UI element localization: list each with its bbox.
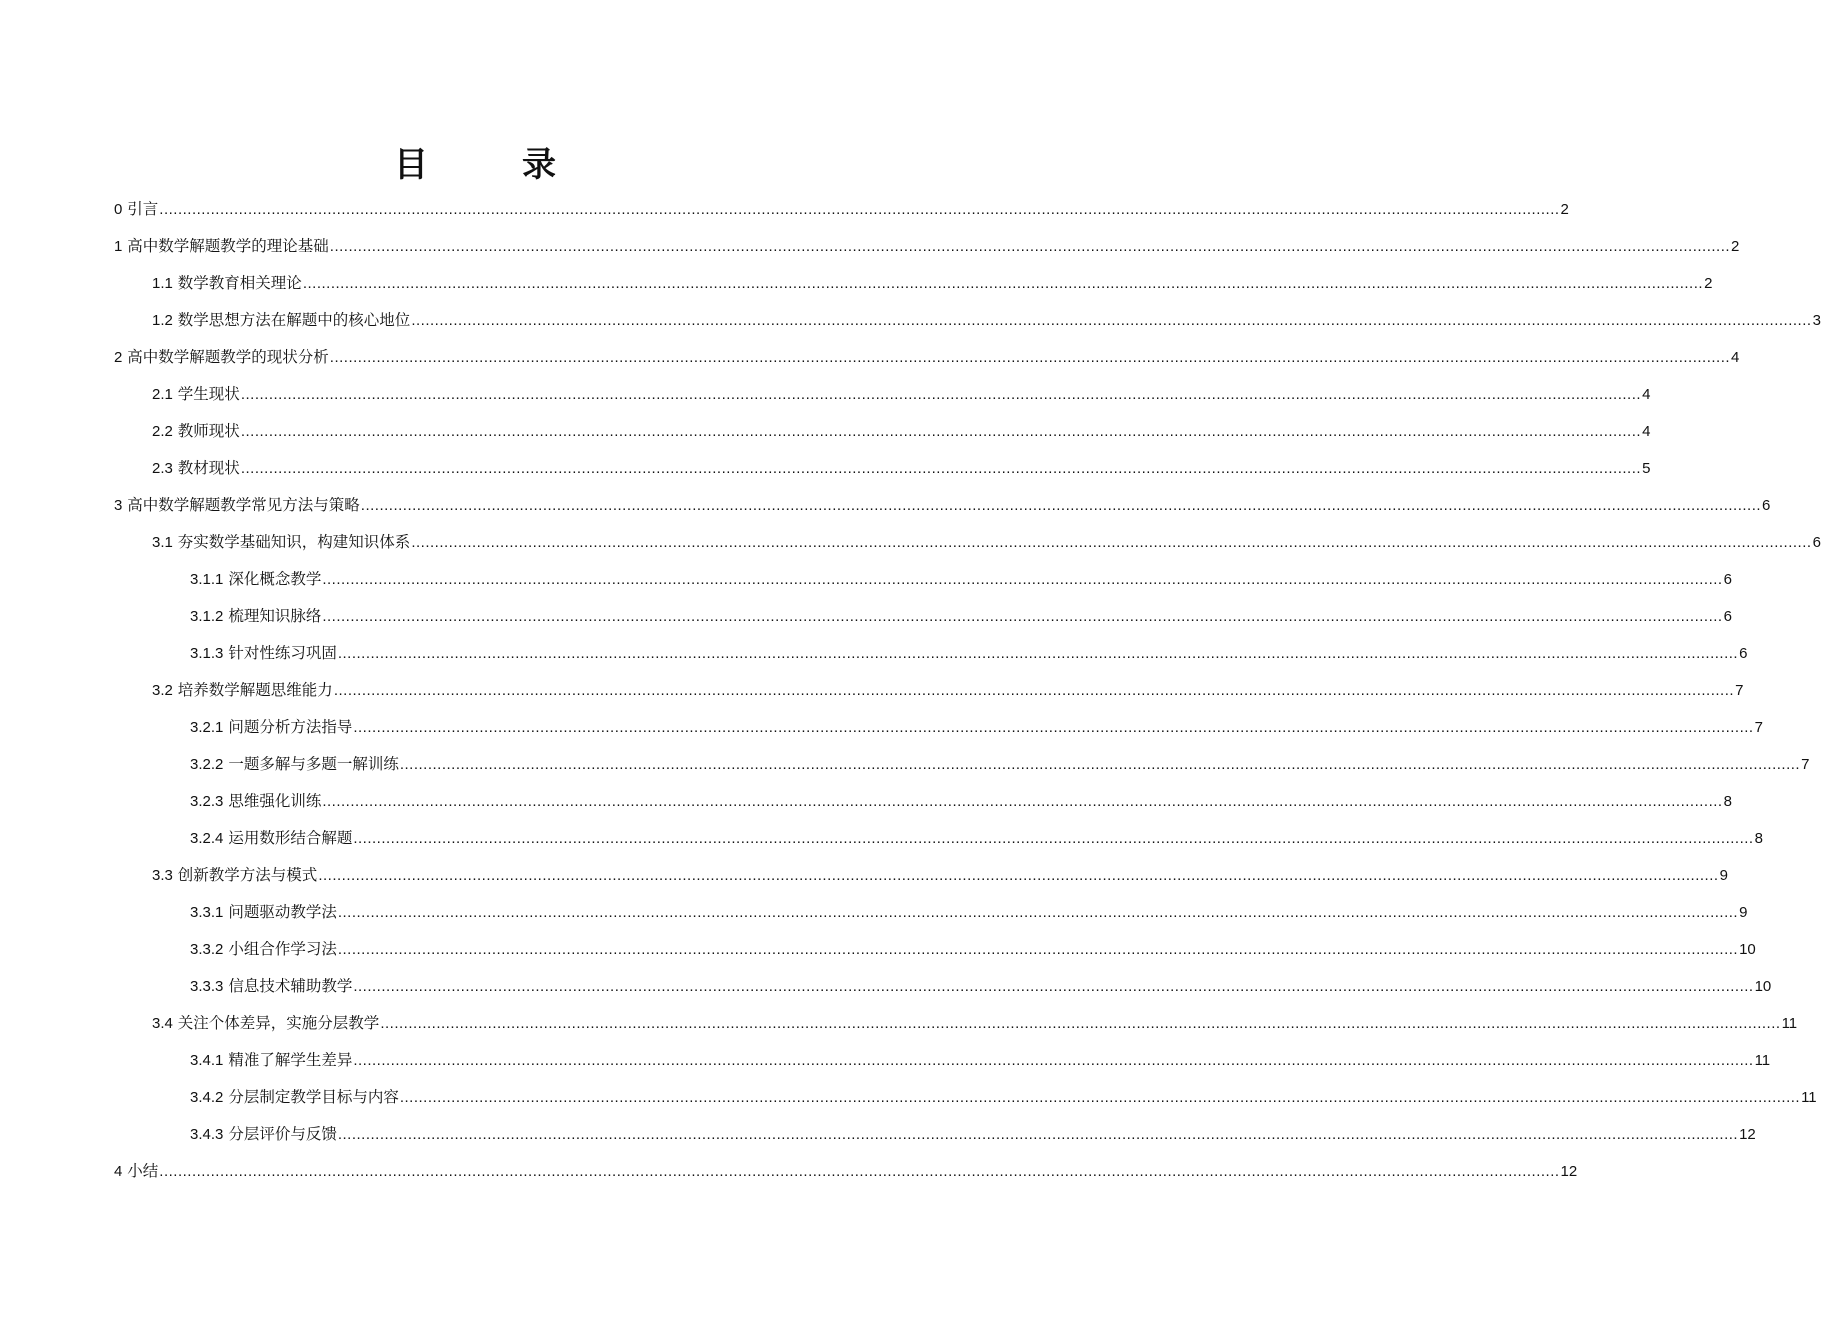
toc-entry-title: 创新教学方法与模式 xyxy=(177,866,318,884)
toc-entry[interactable] xyxy=(114,737,1810,774)
toc-entry-page: 11 xyxy=(1754,1052,1771,1069)
toc-entry-title: 夯实数学基础知识，构建知识体系 xyxy=(177,533,411,551)
toc-entry-label xyxy=(114,348,329,367)
toc-entry[interactable] xyxy=(114,774,1732,811)
toc-entry-title: 关注个体差异，实施分层教学 xyxy=(177,1014,380,1032)
toc-entry[interactable] xyxy=(114,626,1748,663)
toc-entry-page: 11 xyxy=(1801,1089,1817,1106)
toc-entry-number: 2 xyxy=(114,349,123,366)
toc-leader-dots: ............................................................................................................................................................................................................................................................................................................ xyxy=(318,867,1719,884)
toc-entry-label xyxy=(152,385,240,404)
toc-entry-number: 1.1 xyxy=(152,275,173,292)
toc-entry-title: 信息技术辅助教学 xyxy=(228,977,353,995)
toc-entry-number: 1.2 xyxy=(152,312,173,329)
toc-entry[interactable] xyxy=(114,330,1740,367)
toc-entry-title: 分层制定教学目标与内容 xyxy=(228,1088,399,1106)
toc-entry-page: 6 xyxy=(1812,534,1821,551)
toc-entry-page: 9 xyxy=(1739,904,1748,921)
toc-entry-page: 8 xyxy=(1754,830,1763,847)
toc-entry-number: 4 xyxy=(114,1163,123,1180)
toc-leader-dots: ............................................................................................................................................................................................................................................................................................................ xyxy=(240,423,1642,440)
toc-entry-label xyxy=(152,866,317,885)
toc-entry-page: 8 xyxy=(1723,793,1732,810)
toc-leader-dots: ............................................................................................................................................................................................................................................................................................................ xyxy=(329,238,1731,255)
toc-entry[interactable] xyxy=(114,552,1732,589)
toc-leader-dots: ............................................................................................................................................................................................................................................................................................................ xyxy=(411,534,1812,551)
toc-entry-number: 3.4.1 xyxy=(190,1052,224,1069)
toc-entry[interactable] xyxy=(114,959,1772,996)
toc-entry-label xyxy=(152,681,333,700)
toc-leader-dots: ............................................................................................................................................................................................................................................................................................................ xyxy=(380,1015,1781,1032)
toc-leader-dots: ............................................................................................................................................................................................................................................................................................................ xyxy=(353,719,1754,736)
toc-entry-number: 0 xyxy=(114,201,123,218)
toc-entry-title: 一题多解与多题一解训练 xyxy=(228,755,399,773)
toc-entry-number: 3.4 xyxy=(152,1015,173,1032)
toc-entry-number: 3.2.3 xyxy=(190,793,224,810)
toc-entry[interactable] xyxy=(114,848,1728,885)
toc-entry-number: 3.3.3 xyxy=(190,978,224,995)
toc-entry-page: 6 xyxy=(1762,497,1771,514)
toc-entry-title: 分层评价与反馈 xyxy=(228,1125,337,1143)
toc-entry-number: 3.4.2 xyxy=(190,1089,224,1106)
toc-title: 目 录 xyxy=(394,145,586,185)
toc-leader-dots: ............................................................................................................................................................................................................................................................................................................ xyxy=(353,1052,1754,1069)
toc-entry-page: 5 xyxy=(1642,460,1651,477)
toc-entry-page: 4 xyxy=(1642,423,1651,440)
toc-entry-label xyxy=(190,1051,352,1070)
toc-entry-title: 针对性练习巩固 xyxy=(228,644,337,662)
toc-entry-number: 3.2.4 xyxy=(190,830,224,847)
toc-entry-title: 引言 xyxy=(127,200,159,218)
toc-entry-label xyxy=(190,977,352,996)
toc-leader-dots: ............................................................................................................................................................................................................................................................................................................ xyxy=(353,978,1754,995)
toc-leader-dots: ............................................................................................................................................................................................................................................................................................................ xyxy=(322,793,1723,810)
toc-entry[interactable] xyxy=(114,996,1798,1033)
toc-entry-title: 小组合作学习法 xyxy=(228,940,337,958)
toc-entry[interactable] xyxy=(114,515,1821,552)
toc-leader-dots: ............................................................................................................................................................................................................................................................................................................ xyxy=(329,349,1731,366)
toc-entry-number: 3.3.2 xyxy=(190,941,224,958)
toc-entry-page: 7 xyxy=(1801,756,1810,773)
toc-entry-page: 6 xyxy=(1723,608,1732,625)
toc-leader-dots: ............................................................................................................................................................................................................................................................................................................ xyxy=(353,830,1754,847)
toc-entry-number: 3.2.1 xyxy=(190,719,224,736)
toc-leader-dots: ............................................................................................................................................................................................................................................................................................................ xyxy=(333,682,1735,699)
toc-entry[interactable] xyxy=(114,1070,1817,1107)
toc-entry-page: 2 xyxy=(1731,238,1740,255)
toc-entry-page: 12 xyxy=(1560,1163,1578,1180)
toc-entry-label xyxy=(190,829,352,848)
toc-entry-page: 10 xyxy=(1754,978,1772,995)
toc-entry[interactable] xyxy=(114,182,1569,219)
toc-entry[interactable] xyxy=(114,700,1763,737)
toc-leader-dots: ............................................................................................................................................................................................................................................................................................................ xyxy=(337,904,1739,921)
toc-entry[interactable] xyxy=(114,663,1744,700)
toc-entry-title: 教师现状 xyxy=(177,422,240,440)
toc-entry-title: 问题分析方法指导 xyxy=(228,718,353,736)
toc-entry[interactable] xyxy=(114,219,1740,256)
toc-entry-label xyxy=(190,1088,399,1107)
toc-entry-title: 思维强化训练 xyxy=(228,792,322,810)
toc-entry-title: 深化概念教学 xyxy=(228,570,322,588)
toc-entry[interactable] xyxy=(114,256,1713,293)
toc-entry-page: 12 xyxy=(1739,1126,1756,1143)
toc-entry[interactable] xyxy=(114,367,1651,404)
toc-leader-dots: ............................................................................................................................................................................................................................................................................................................ xyxy=(240,460,1642,477)
toc-entry-title: 高中数学解题教学的现状分析 xyxy=(127,348,329,366)
toc-entry[interactable] xyxy=(114,293,1821,330)
toc-entry-page: 9 xyxy=(1719,867,1728,884)
toc-entry-number: 2.2 xyxy=(152,423,173,440)
toc-entry-label xyxy=(114,200,158,219)
toc-entry[interactable] xyxy=(114,1107,1756,1144)
toc-entry-number: 3.1.1 xyxy=(190,571,224,588)
toc-leader-dots: ............................................................................................................................................................................................................................................................................................................ xyxy=(399,1089,1801,1106)
toc-leader-dots: ............................................................................................................................................................................................................................................................................................................ xyxy=(337,645,1739,662)
toc-entry-label xyxy=(190,607,321,626)
toc-entry-number: 3.4.3 xyxy=(190,1126,224,1143)
toc-leader-dots: ............................................................................................................................................................................................................................................................................................................ xyxy=(337,1126,1739,1143)
toc-entry[interactable] xyxy=(114,478,1771,515)
toc-entry-number: 3.1 xyxy=(152,534,173,551)
toc-entry-title: 高中数学解题教学的理论基础 xyxy=(127,237,329,255)
toc-leader-dots: ............................................................................................................................................................................................................................................................................................................ xyxy=(159,201,1560,218)
toc-entry-label xyxy=(114,496,360,515)
toc-entry-label xyxy=(190,644,337,663)
toc-entry-number: 3.2 xyxy=(152,682,173,699)
toc-entry-page: 10 xyxy=(1739,941,1756,958)
toc-entry[interactable] xyxy=(114,811,1763,848)
toc-entry-page: 7 xyxy=(1735,682,1744,699)
toc-entry-title: 数学教育相关理论 xyxy=(177,274,302,292)
toc-entry-page: 3 xyxy=(1812,312,1821,329)
toc-entry[interactable] xyxy=(114,404,1651,441)
toc-entry-label xyxy=(152,459,240,478)
toc-entry-title: 学生现状 xyxy=(177,385,240,403)
toc-entry-title: 小结 xyxy=(127,1162,159,1180)
toc-entry-number: 3.1.2 xyxy=(190,608,224,625)
toc-entry-label xyxy=(190,755,399,774)
toc-entry-title: 问题驱动教学法 xyxy=(228,903,337,921)
toc-leader-dots: ............................................................................................................................................................................................................................................................................................................ xyxy=(322,571,1723,588)
toc-entry-page: 7 xyxy=(1754,719,1763,736)
toc-leader-dots: ............................................................................................................................................................................................................................................................................................................ xyxy=(360,497,1762,514)
toc-entry-label xyxy=(190,718,352,737)
toc-entry[interactable] xyxy=(114,1033,1771,1070)
toc-entry-number: 2.3 xyxy=(152,460,173,477)
toc-entry-page: 6 xyxy=(1739,645,1748,662)
toc-entry-number: 3.2.2 xyxy=(190,756,224,773)
toc-entry-label xyxy=(190,940,337,959)
toc-entry-label xyxy=(152,533,410,552)
toc-entry-number: 2.1 xyxy=(152,386,173,403)
toc-entry-page: 4 xyxy=(1731,349,1740,366)
toc-leader-dots: ............................................................................................................................................................................................................................................................................................................ xyxy=(411,312,1812,329)
toc-leader-dots: ............................................................................................................................................................................................................................................................................................................ xyxy=(240,386,1642,403)
toc-entry-title: 梳理知识脉络 xyxy=(228,607,322,625)
toc-entry-number: 3.1.3 xyxy=(190,645,224,662)
toc-entry[interactable] xyxy=(114,885,1748,922)
toc-entry-label xyxy=(190,570,321,589)
toc-entry-label xyxy=(152,274,302,293)
toc-entry-title: 数学思想方法在解题中的核心地位 xyxy=(177,311,411,329)
toc-leader-dots: ............................................................................................................................................................................................................................................................................................................ xyxy=(302,275,1704,292)
toc-entry-title: 高中数学解题教学常见方法与策略 xyxy=(127,496,360,514)
toc-entry-label xyxy=(152,422,240,441)
toc-entry-number: 3.3.1 xyxy=(190,904,224,921)
toc-entry-page: 2 xyxy=(1560,201,1569,218)
toc-entry-page: 11 xyxy=(1781,1015,1798,1032)
toc-entry-number: 1 xyxy=(114,238,123,255)
toc-list xyxy=(114,182,1821,1181)
toc-leader-dots: ............................................................................................................................................................................................................................................................................................................ xyxy=(337,941,1739,958)
toc-entry-label xyxy=(190,1125,337,1144)
toc-entry-number: 3 xyxy=(114,497,123,514)
toc-entry-label xyxy=(152,1014,379,1033)
toc-entry-page: 6 xyxy=(1723,571,1732,588)
toc-entry[interactable] xyxy=(114,589,1732,626)
toc-entry-label xyxy=(114,237,329,256)
toc-entry-title: 运用数形结合解题 xyxy=(228,829,353,847)
toc-entry[interactable] xyxy=(114,441,1651,478)
toc-entry-label xyxy=(152,311,410,330)
toc-entry-title: 精准了解学生差异 xyxy=(228,1051,353,1069)
toc-entry[interactable] xyxy=(114,922,1756,959)
toc-entry-page: 2 xyxy=(1704,275,1713,292)
toc-entry-page: 4 xyxy=(1642,386,1651,403)
toc-leader-dots: ............................................................................................................................................................................................................................................................................................................ xyxy=(399,756,1801,773)
toc-entry-title: 培养数学解题思维能力 xyxy=(177,681,333,699)
toc-entry-label xyxy=(114,1162,158,1181)
toc-entry-label xyxy=(190,903,337,922)
toc-entry-label xyxy=(190,792,321,811)
toc-entry-number: 3.3 xyxy=(152,867,173,884)
toc-entry-title: 教材现状 xyxy=(177,459,240,477)
toc-leader-dots: ............................................................................................................................................................................................................................................................................................................ xyxy=(322,608,1723,625)
toc-entry[interactable] xyxy=(114,1144,1578,1181)
toc-leader-dots: ............................................................................................................................................................................................................................................................................................................ xyxy=(159,1163,1560,1180)
